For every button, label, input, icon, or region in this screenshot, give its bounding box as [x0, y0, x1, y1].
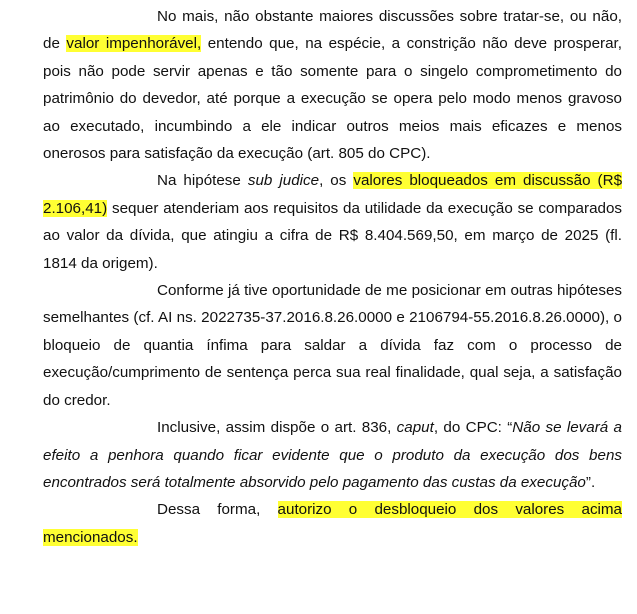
text-segment: sequer atenderiam aos requisitos da utilidade da execução se comparados ao valor da dívida, que atingiu a cifra de R$ 8.404.569,50, em março de 2025 (fl. 1814 da origem).: [43, 199, 622, 272]
text-segment: Inclusive, assim dispõe o art. 836,: [157, 419, 397, 437]
paragraph-valor-impenhoravel: [43, 3, 622, 167]
text-segment: ”.: [585, 473, 596, 491]
italic-text: caput: [396, 419, 434, 437]
text-segment: , do CPC: “: [433, 419, 513, 437]
text-segment: Na hipótese: [157, 172, 248, 190]
italic-text: sub judice: [247, 172, 320, 190]
highlighted-text: valor impenhorável,: [66, 35, 202, 53]
paragraph-conclusao: [43, 496, 622, 551]
paragraph-art-836: [43, 414, 622, 496]
paragraph-precedentes: [43, 277, 622, 414]
quoted-law-text: Não se levará a efeito a penhora quando ficar evidente que o produto da execução dos bens encontrados será totalmente absorvido pelo pagamento das custas da execução: [43, 419, 622, 491]
document-page: [43, 3, 622, 551]
text-segment: entendo que, na espécie, a constrição não deve prosperar, pois não pode servir apenas e tão somente para o singelo comprometimento do patrimônio do devedor, até porque a execução se opera pelo modo menos gravoso ao executado, incumbindo a ele indicar outros meios mais eficazes e menos onerosos para satisfação da execução (art. 805 do CPC).: [43, 35, 622, 163]
text-segment: , os: [319, 172, 354, 190]
text-segment: No mais, não obstante maiores discussões sobre tratar-se, ou não, de: [43, 8, 622, 53]
text-segment: Conforme já tive oportunidade de me posicionar em outras hipóteses semelhantes (cf. AI ns. 2022735-37.2016.8.26.0000 e 2106794-55.2016.8.26.0000), o bloqueio de quantia ínfima para saldar a dívida faz com o processo de execução/cumprimento de sentença perca sua real finalidade, qual seja, a satisfação do credor.: [43, 282, 622, 409]
paragraph-sub-judice: [43, 167, 622, 277]
text-segment: Dessa forma,: [157, 501, 278, 519]
highlighted-text: autorizo o desbloqueio dos valores acima mencionados.: [43, 501, 623, 546]
highlighted-text: valores bloqueados em discussão (R$ 2.106,41): [43, 172, 623, 217]
